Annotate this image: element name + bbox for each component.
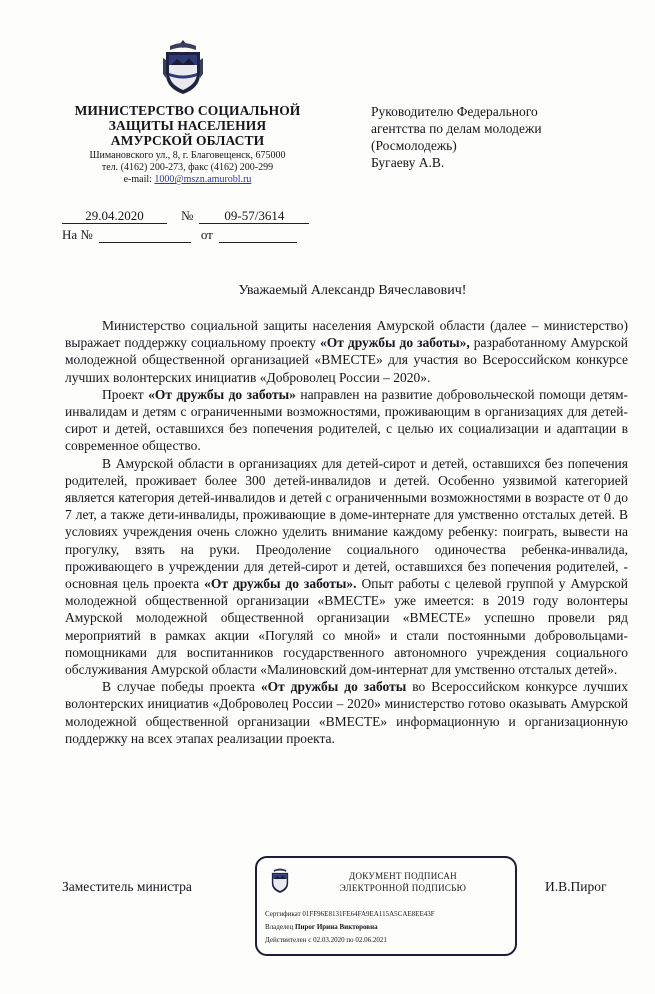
valid-label: Действителен с (265, 936, 314, 944)
recipient-block (371, 103, 601, 171)
p2-project-name: «От дружбы до заботы» (148, 386, 296, 402)
p4-text-a: В случае победы проекта (102, 679, 261, 695)
recipient-line1: Руководителю Федерального (371, 104, 538, 119)
stamp-cert-row (265, 908, 435, 921)
ministry-name-line2: ЗАЩИТЫ НАСЕЛЕНИЯ (108, 118, 267, 133)
p4-project-name: «От дружбы до заботы (260, 679, 407, 695)
paragraph-3 (65, 455, 628, 679)
outgoing-date: 29.04.2020 (62, 209, 167, 224)
incoming-ref-row (62, 224, 332, 243)
stamp-valid-row (265, 934, 435, 947)
p3-text-c: Опыт работы с целевой группой у Амурской молодежной общественной организации «ВМЕСТЕ» уже имеется: в 2019 году волонтеры Амурской молодежной общественной организации «ВМЕСТЕ» успешно провели ряд мероприятий в рамках акции «Погуляй со мной» и стали постоянными добровольцами-помощниками для воспитанников государственного автономного учреждения социального обслуживания Амурской области «Малиновский дом-интернат для умственно отсталых детей». (65, 576, 628, 678)
letter-body (65, 317, 628, 747)
p2-text-a: Проект (102, 386, 149, 402)
p2-text-c: направлен на развитие добровольческой помощи детям-инвалидам и детям с ограниченными возможностями, проживающим в организациях для детей-сирот и детей, оставшихся без попечения родителей, с целью их социализации и адаптации в современное общество. (65, 386, 628, 454)
signer-position: Заместитель министра (62, 879, 192, 894)
valid-to: 02.06.2021 (355, 936, 387, 944)
p1-text-c: разработанному Амурской молодежной общественной организацией «ВМЕСТЕ» для участия во Всероссийском конкурсе лучших волонтерских инициатив «Доброволец России – 2020». (65, 335, 628, 385)
valid-to-label: по (344, 936, 356, 944)
valid-from: 02.03.2020 (313, 936, 345, 944)
ministry-address: Шимановского ул., 8, г. Благовещенск, 675000 (89, 150, 286, 161)
paragraph-4 (65, 678, 628, 747)
stamp-title (297, 870, 509, 894)
stamp-title-line2: ЭЛЕКТРОННОЙ ПОДПИСЬЮ (339, 883, 467, 893)
outgoing-number-row (62, 205, 332, 224)
stamp-emblem-icon (269, 866, 291, 894)
recipient-line4: Бугаеву А.В. (371, 155, 445, 170)
salutation: Уважаемый Александр Вячеславович! (238, 283, 467, 298)
ref-date-blank (219, 228, 297, 243)
email-label: e-mail: (123, 174, 155, 185)
coat-of-arms-emblem-icon (160, 38, 206, 96)
p1-text-a: Министерство социальной защиты населения Амурской области (далее – министерство) выражает поддержку социальному проекту (65, 318, 628, 351)
p3-text-a: В Амурской области в организациях для детей-сирот и детей, оставшихся без попечения родителей, проживает более 300 детей-инвалидов и детей. Особенно уязвимой категорией является категория детей-инвалидов и детей с ограниченными возможностями в возрасте от 0 до 7 лет, а также дети-инвалиды, проживающие в доме-интернате для умственно отсталых детей. В условиях учреждения очень сложно уделить внимание каждому ребенку: поиграть, вывести на прогулку, взять на руки. Преодоление социального одиночества ребенка-инвалида, проживающего в учреждении для детей-сирот и детей, оставшихся без попечения родителей, - основная цель проекта (65, 455, 628, 592)
stamp-owner-row (265, 921, 435, 934)
recipient-line2: агентства по делам молодежи (371, 121, 542, 136)
ministry-letterhead (60, 103, 315, 186)
outgoing-number: 09-57/3614 (199, 209, 309, 224)
ref-number-blank (99, 228, 191, 243)
paragraph-2 (65, 386, 628, 455)
ministry-email-line (60, 174, 315, 186)
cert-value: 01FF96E8131FE64FA9EA115A5CAE8EE43F (302, 910, 435, 918)
ministry-name-line1: МИНИСТЕРСТВО СОЦИАЛЬНОЙ (74, 103, 301, 118)
paragraph-1 (65, 317, 628, 386)
number-sign: № (181, 208, 194, 223)
electronic-signature-stamp (255, 856, 517, 956)
p1-project-name: «От дружбы до заботы», (319, 335, 470, 351)
stamp-title-line1: ДОКУМЕНТ ПОДПИСАН (349, 871, 457, 881)
email-link[interactable]: 1000@mszn.amurobl.ru (154, 174, 252, 185)
ministry-phone: тел. (4162) 200-273, факс (4162) 200-299 (101, 162, 274, 173)
p4-text-c: во Всероссийском конкурсе лучших волонтерских инициатив «Доброволец России – 2020» министерство готово оказывать Амурской молодежной общественной организации «ВМЕСТЕ» информационную и организационную поддержку на всех этапах реализации проекта. (65, 679, 628, 746)
owner-value: Пирог Ирина Викторовна (295, 923, 378, 931)
owner-label: Владелец (265, 923, 296, 931)
signer-name: И.В.Пирог (545, 879, 607, 894)
ministry-name-line3: АМУРСКОЙ ОБЛАСТИ (110, 133, 265, 148)
ref-from-label: от (200, 227, 213, 242)
registration-block (62, 205, 332, 243)
recipient-line3: (Росмолодежь) (371, 138, 457, 153)
ref-number-label: На № (62, 227, 93, 242)
stamp-meta (265, 908, 435, 947)
p3-project-name: «От дружбы до заботы». (204, 576, 357, 592)
cert-label: Сертификат (265, 910, 303, 918)
